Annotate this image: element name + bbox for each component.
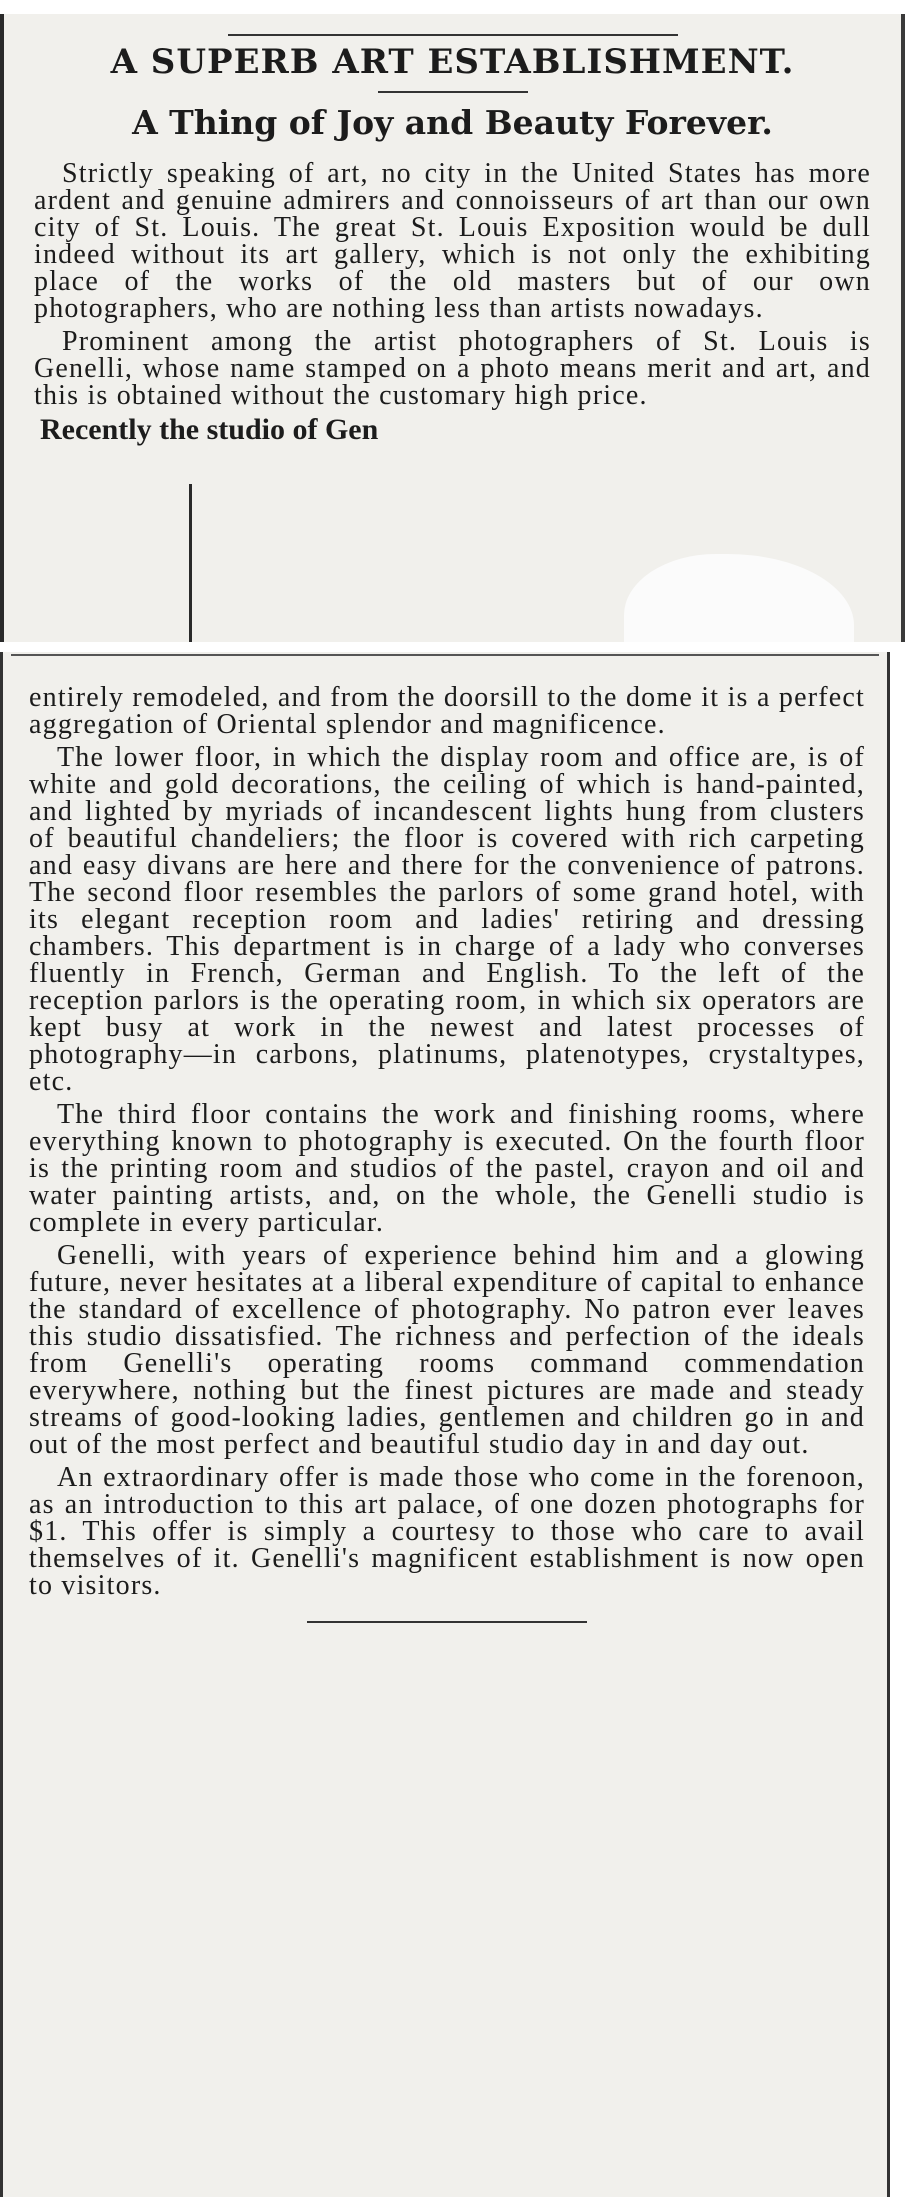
body-column [3, 652, 887, 1623]
fold-crease [189, 484, 192, 642]
clipping-gap [0, 642, 905, 652]
clipping-top [0, 14, 905, 642]
divider-rule [378, 91, 528, 93]
body-paragraph: The lower floor, in which the display room and office are, is of white and gold decorations, the ceiling of which is hand-painted, and lighted by myriads of incandescent lights hung from clusters of beautiful chandeliers; the floor is covered with rich carpeting and easy divans are here and there for the convenience of patrons. The second floor resembles the parlors of some grand hotel, with its elegant reception room and ladies' retiring and dressing chambers. This department is in charge of a lady who converses fluently in French, German and English. To the left of the reception parlors is the operating room, in which six operators are kept busy at work in the newest and latest processes of photography—in carbons, platinums, platenotypes, crystaltypes, etc. [29, 742, 865, 1097]
subheadline: A Thing of Joy and Beauty Forever. [132, 102, 773, 142]
end-rule [307, 1621, 587, 1623]
intro-paragraph: Strictly speaking of art, no city in the United States has more ardent and genuine admirers and connoisseurs of art than our own city of St. Louis. The great St. Louis Exposition would be dull indeed without its art gallery, which is not only the exhibiting place of the works of the old masters but of our own photographers, who are nothing less than artists nowadays. [34, 158, 871, 325]
clipping-bottom [0, 652, 890, 2197]
intro-paragraph: Prominent among the artist photographers of St. Louis is Genelli, whose name stamped on a photo means merit and art, and this is obtained without the customary high price. [34, 326, 871, 412]
torn-paper [624, 554, 854, 642]
intro-column [4, 158, 901, 412]
body-paragraph: The third floor contains the work and finishing rooms, where everything known to photography is executed. On the fourth floor is the printing room and studios of the pastel, crayon and oil and water painting artists, and, on the whole, the Genelli studio is complete in every particular. [29, 1099, 865, 1238]
body-paragraph: Genelli, with years of experience behind him and a glowing future, never hesitates at a liberal expenditure of capital to enhance the standard of excellence of photography. No patron ever leaves this studio dissatisfied. The richness and perfection of the ideals from Genelli's operating rooms command commendation everywhere, nothing but the finest pictures are made and steady streams of good-looking ladies, gentlemen and children go in and out of the most perfect and beautiful studio day in and day out. [29, 1240, 865, 1460]
teaser-line: Recently the studio of Gen [40, 413, 379, 447]
top-rule [228, 34, 678, 36]
body-paragraph: An extraordinary offer is made those who come in the forenoon, as an introduction to this art palace, of one dozen photographs for $1. This offer is simply a courtesy to those who care to avail themselves of it. Genelli's magnificent establishment is now open to visitors. [29, 1462, 865, 1601]
headline: A SUPERB ART ESTABLISHMENT. [110, 42, 795, 82]
continuation-paragraph: entirely remodeled, and from the doorsill to the dome it is a perfect aggregation of Oriental splendor and magnificence. [29, 682, 865, 740]
